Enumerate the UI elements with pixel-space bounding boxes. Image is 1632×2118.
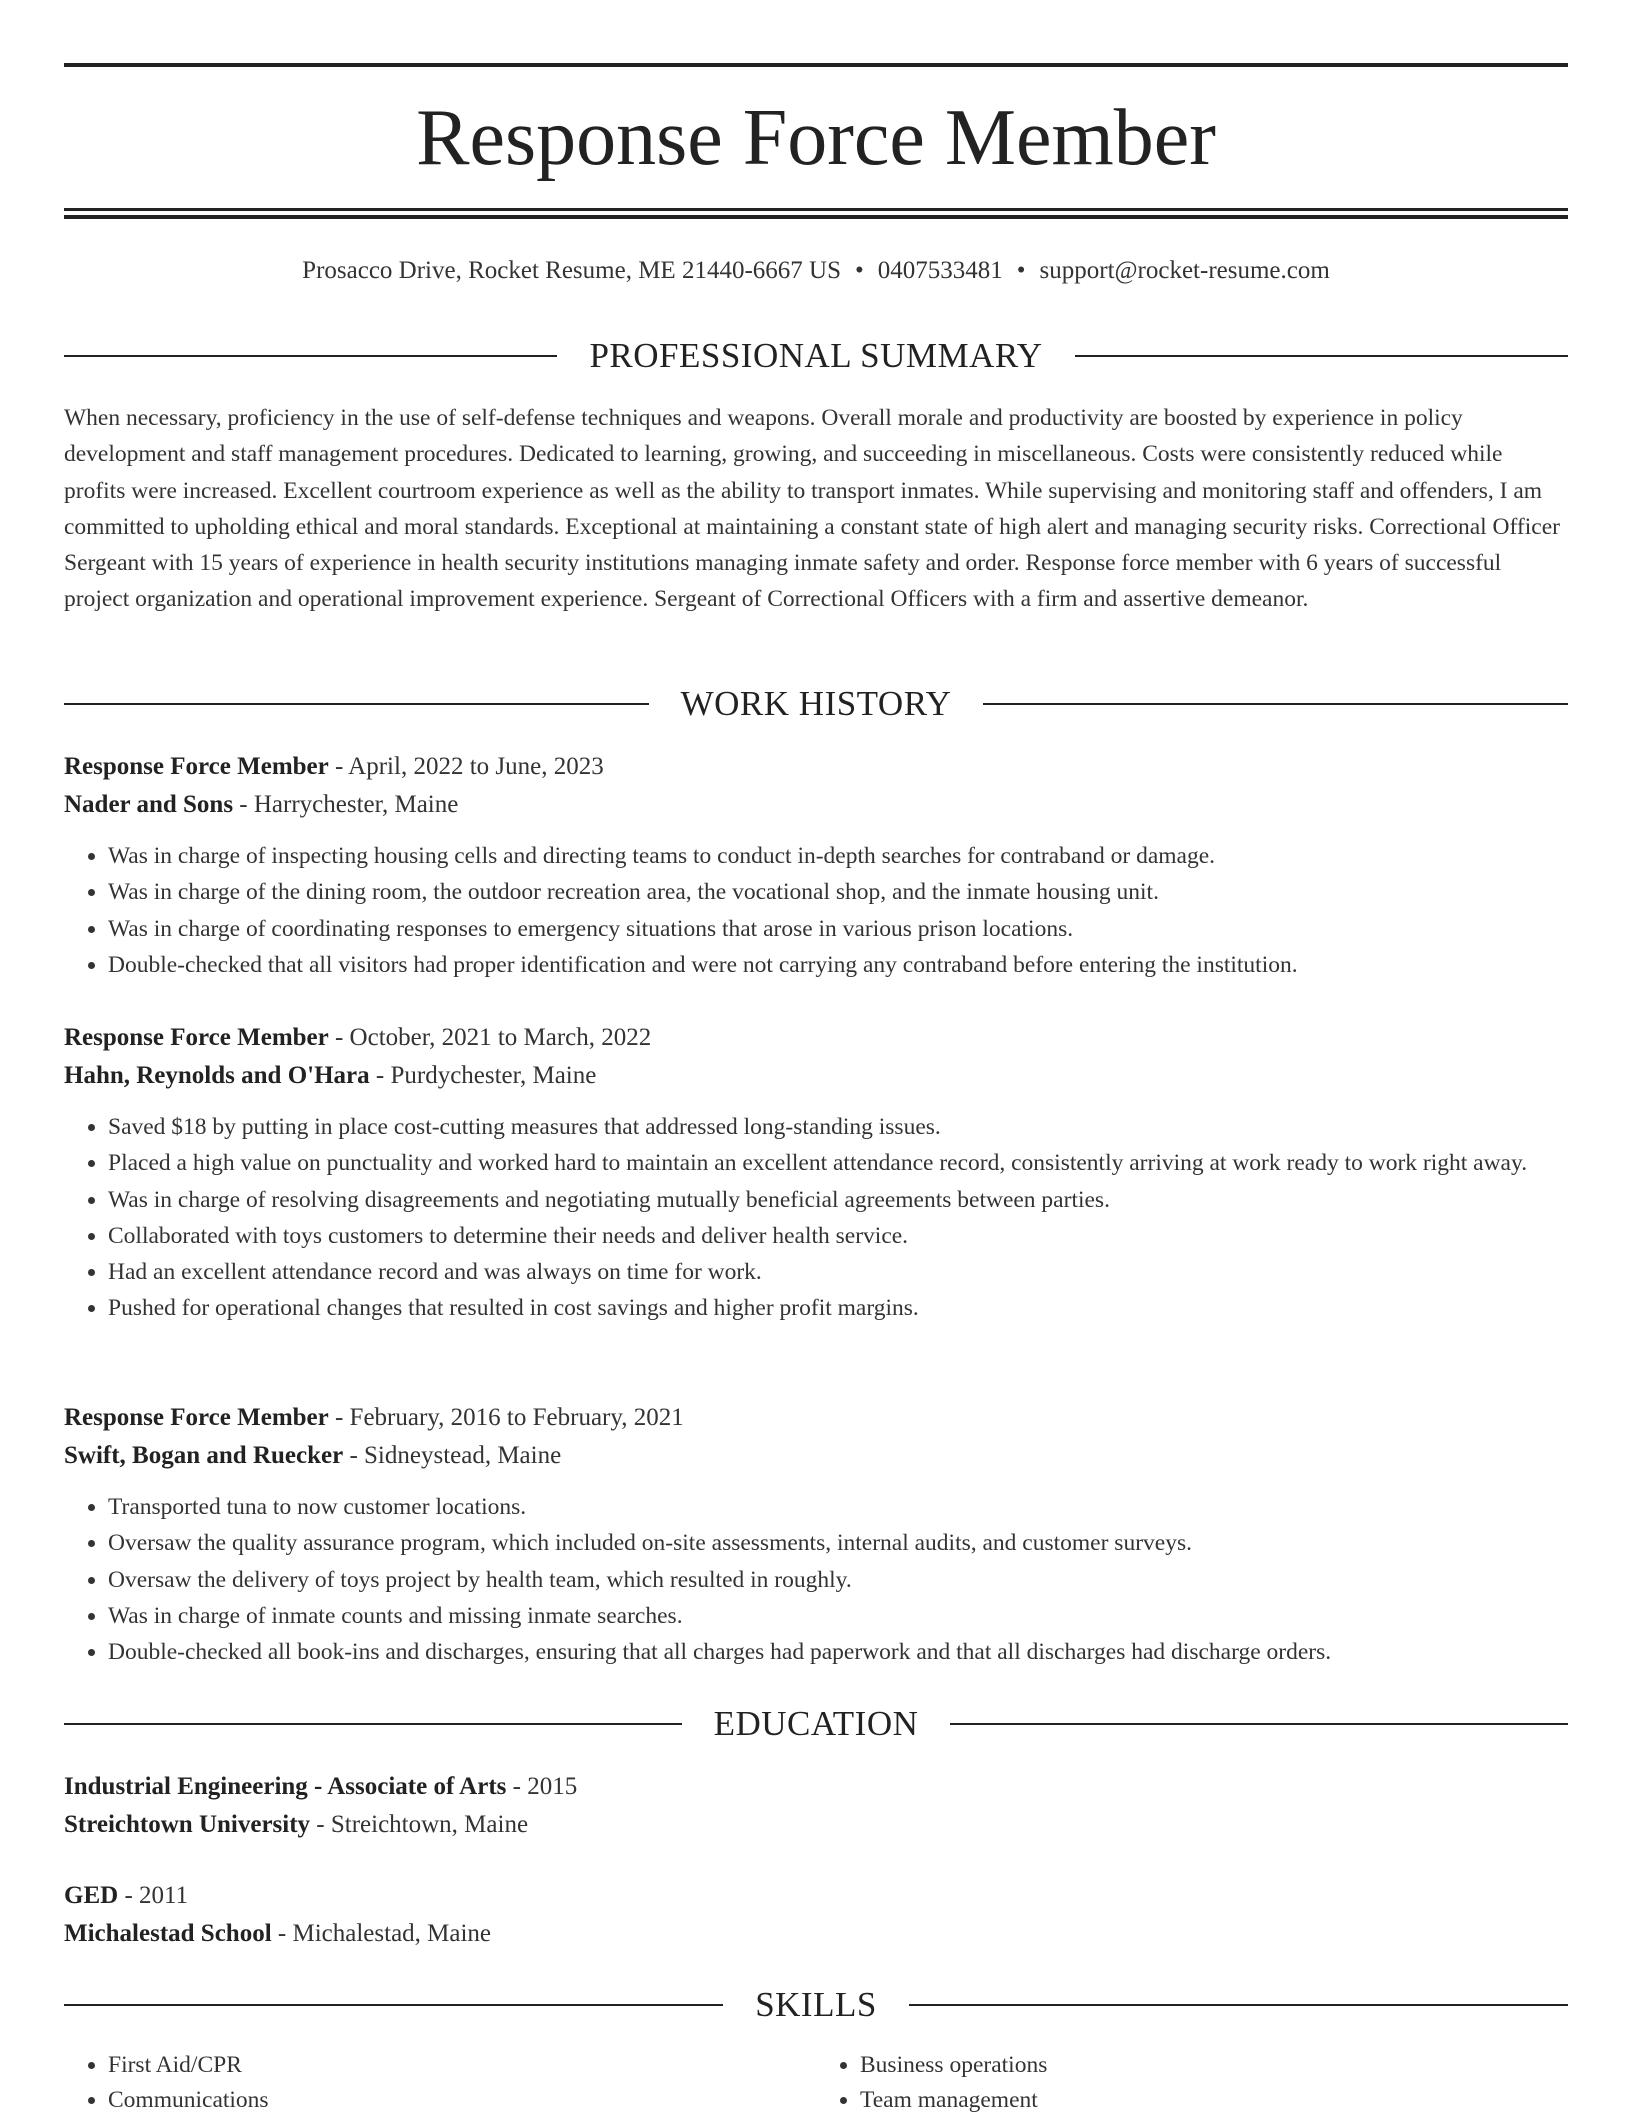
job-bullets <box>64 1489 1568 1670</box>
job-title-line <box>64 1019 1568 1057</box>
skill-item: • Communications <box>108 2083 816 2118</box>
heading-rule-left <box>64 703 649 705</box>
education-school: Streichtown University <box>64 1811 311 1838</box>
job-entry <box>64 1399 1568 1670</box>
job-company: Nader and Sons <box>64 791 234 818</box>
job-bullet: • Was in charge of inspecting housing cells and directing teams to conduct in-depth searches for contraband or damage. <box>108 838 1568 874</box>
contact-email: support@rocket-resume.com <box>1039 257 1330 284</box>
job-bullet: • Was in charge of the dining room, the outdoor recreation area, the vocational shop, and the inmate housing unit. <box>108 874 1568 910</box>
job-bullet: • Collaborated with toys customers to determine their needs and deliver health service. <box>108 1218 1568 1254</box>
skill-item: • Business operations <box>860 2048 1568 2083</box>
education-degree: GED <box>64 1882 119 1909</box>
job-entry <box>64 748 1568 983</box>
summary-heading <box>64 336 1568 376</box>
job-company-line <box>64 1437 1568 1475</box>
contact-address: Prosacco Drive, Rocket Resume, ME 21440-6667 US <box>302 257 841 284</box>
skills-heading <box>64 1985 1568 2025</box>
job-company-line <box>64 786 1568 824</box>
heading-rule-right <box>1075 355 1568 357</box>
skills-list <box>64 2048 1568 2118</box>
contact-line <box>64 255 1568 287</box>
job-bullets <box>64 1109 1568 1327</box>
skills-title: SKILLS <box>755 1985 877 2024</box>
education-location: - Streichtown, Maine <box>310 1811 529 1838</box>
education-year: - 2011 <box>118 1882 189 1909</box>
job-bullets <box>64 838 1568 983</box>
education-heading <box>64 1704 1568 1744</box>
education-entry <box>64 1877 1568 1953</box>
job-title: Response Force Member <box>64 753 329 780</box>
summary-title: PROFESSIONAL SUMMARY <box>589 336 1043 375</box>
job-bullet: • Saved $18 by putting in place cost-cutting measures that addressed long-standing issues. <box>108 1109 1568 1145</box>
skills-column-right <box>816 2048 1568 2118</box>
heading-rule-left <box>64 355 557 357</box>
education-school-line <box>64 1806 1568 1844</box>
contact-separator: • <box>854 257 864 284</box>
job-dates: - February, 2016 to February, 2021 <box>328 1404 684 1431</box>
job-bullet: • Was in charge of inmate counts and missing inmate searches. <box>108 1598 1568 1634</box>
education-school-line <box>64 1915 1568 1953</box>
top-rule <box>64 63 1568 67</box>
job-location: - Harrychester, Maine <box>233 791 459 818</box>
heading-rule-left <box>64 1723 682 1725</box>
job-company: Swift, Bogan and Ruecker <box>64 1442 344 1469</box>
contact-phone: 0407533481 <box>877 257 1003 284</box>
job-dates: - October, 2021 to March, 2022 <box>328 1024 652 1051</box>
education-entry <box>64 1768 1568 1844</box>
skill-item: • First Aid/CPR <box>108 2048 816 2083</box>
job-bullet: • Double-checked that all visitors had proper identification and were not carrying any contraband before entering the institution. <box>108 947 1568 983</box>
job-bullet: • Oversaw the quality assurance program, which included on-site assessments, internal audits, and customer surveys. <box>108 1525 1568 1561</box>
job-bullet: • Double-checked all book-ins and discharges, ensuring that all charges had paperwork and that all discharges had discharge orders. <box>108 1634 1568 1670</box>
education-degree: Industrial Engineering - Associate of Arts <box>64 1773 507 1800</box>
job-company-line <box>64 1057 1568 1095</box>
heading-rule-left <box>64 2004 723 2006</box>
double-rule <box>64 208 1568 219</box>
education-year: - 2015 <box>506 1773 578 1800</box>
summary-text: When necessary, proficiency in the use of self-defense techniques and weapons. Overall morale and productivity are boosted by experience in policy development and staff management procedures. Dedicated to learning, growing, and succeeding in miscellaneous. Costs were consistently reduced while profits were increased. Excellent courtroom experience as well as the ability to transport inmates. While supervising and monitoring staff and offenders, I am committed to upholding ethical and moral standards. Exceptional at maintaining a constant state of high alert and managing security risks. Correctional Officer Sergeant with 15 years of experience in health security institutions managing inmate safety and order. Response force member with 6 years of successful project organization and operational improvement experience. Sergeant of Correctional Officers with a firm and assertive demeanor. <box>64 405 1560 613</box>
skills-column-left <box>64 2048 816 2118</box>
skill-item: • Team management <box>860 2083 1568 2118</box>
heading-rule-right <box>950 1723 1568 1725</box>
job-bullet: • Pushed for operational changes that resulted in cost savings and higher profit margins. <box>108 1290 1568 1326</box>
heading-rule-right <box>983 703 1568 705</box>
job-bullet: • Was in charge of coordinating responses to emergency situations that arose in various prison locations. <box>108 911 1568 947</box>
job-bullet: • Placed a high value on punctuality and worked hard to maintain an excellent attendance record, consistently arriving at work ready to work right away. <box>108 1145 1568 1181</box>
job-title: Response Force Member <box>64 1404 329 1431</box>
education-degree-line <box>64 1877 1568 1915</box>
education-school: Michalestad School <box>64 1920 272 1947</box>
job-title-line <box>64 1399 1568 1437</box>
job-entry <box>64 1019 1568 1327</box>
education-location: - Michalestad, Maine <box>271 1920 492 1947</box>
job-company: Hahn, Reynolds and O'Hara <box>64 1062 370 1089</box>
job-bullet: • Had an excellent attendance record and was always on time for work. <box>108 1254 1568 1290</box>
job-bullet: • Transported tuna to now customer locations. <box>108 1489 1568 1525</box>
job-location: - Purdychester, Maine <box>369 1062 597 1089</box>
education-title: EDUCATION <box>713 1704 919 1743</box>
work-history-title: WORK HISTORY <box>680 684 952 723</box>
job-title-line <box>64 748 1568 786</box>
job-bullet: • Was in charge of resolving disagreements and negotiating mutually beneficial agreements between parties. <box>108 1182 1568 1218</box>
job-title: Response Force Member <box>64 1024 329 1051</box>
contact-separator: • <box>1016 257 1026 284</box>
heading-rule-right <box>909 2004 1568 2006</box>
job-location: - Sidneystead, Maine <box>343 1442 562 1469</box>
job-dates: - April, 2022 to June, 2023 <box>328 753 604 780</box>
work-history-heading <box>64 684 1568 724</box>
resume-name: Response Force Member <box>416 94 1216 182</box>
job-bullet: • Oversaw the delivery of toys project by health team, which resulted in roughly. <box>108 1562 1568 1598</box>
education-degree-line <box>64 1768 1568 1806</box>
